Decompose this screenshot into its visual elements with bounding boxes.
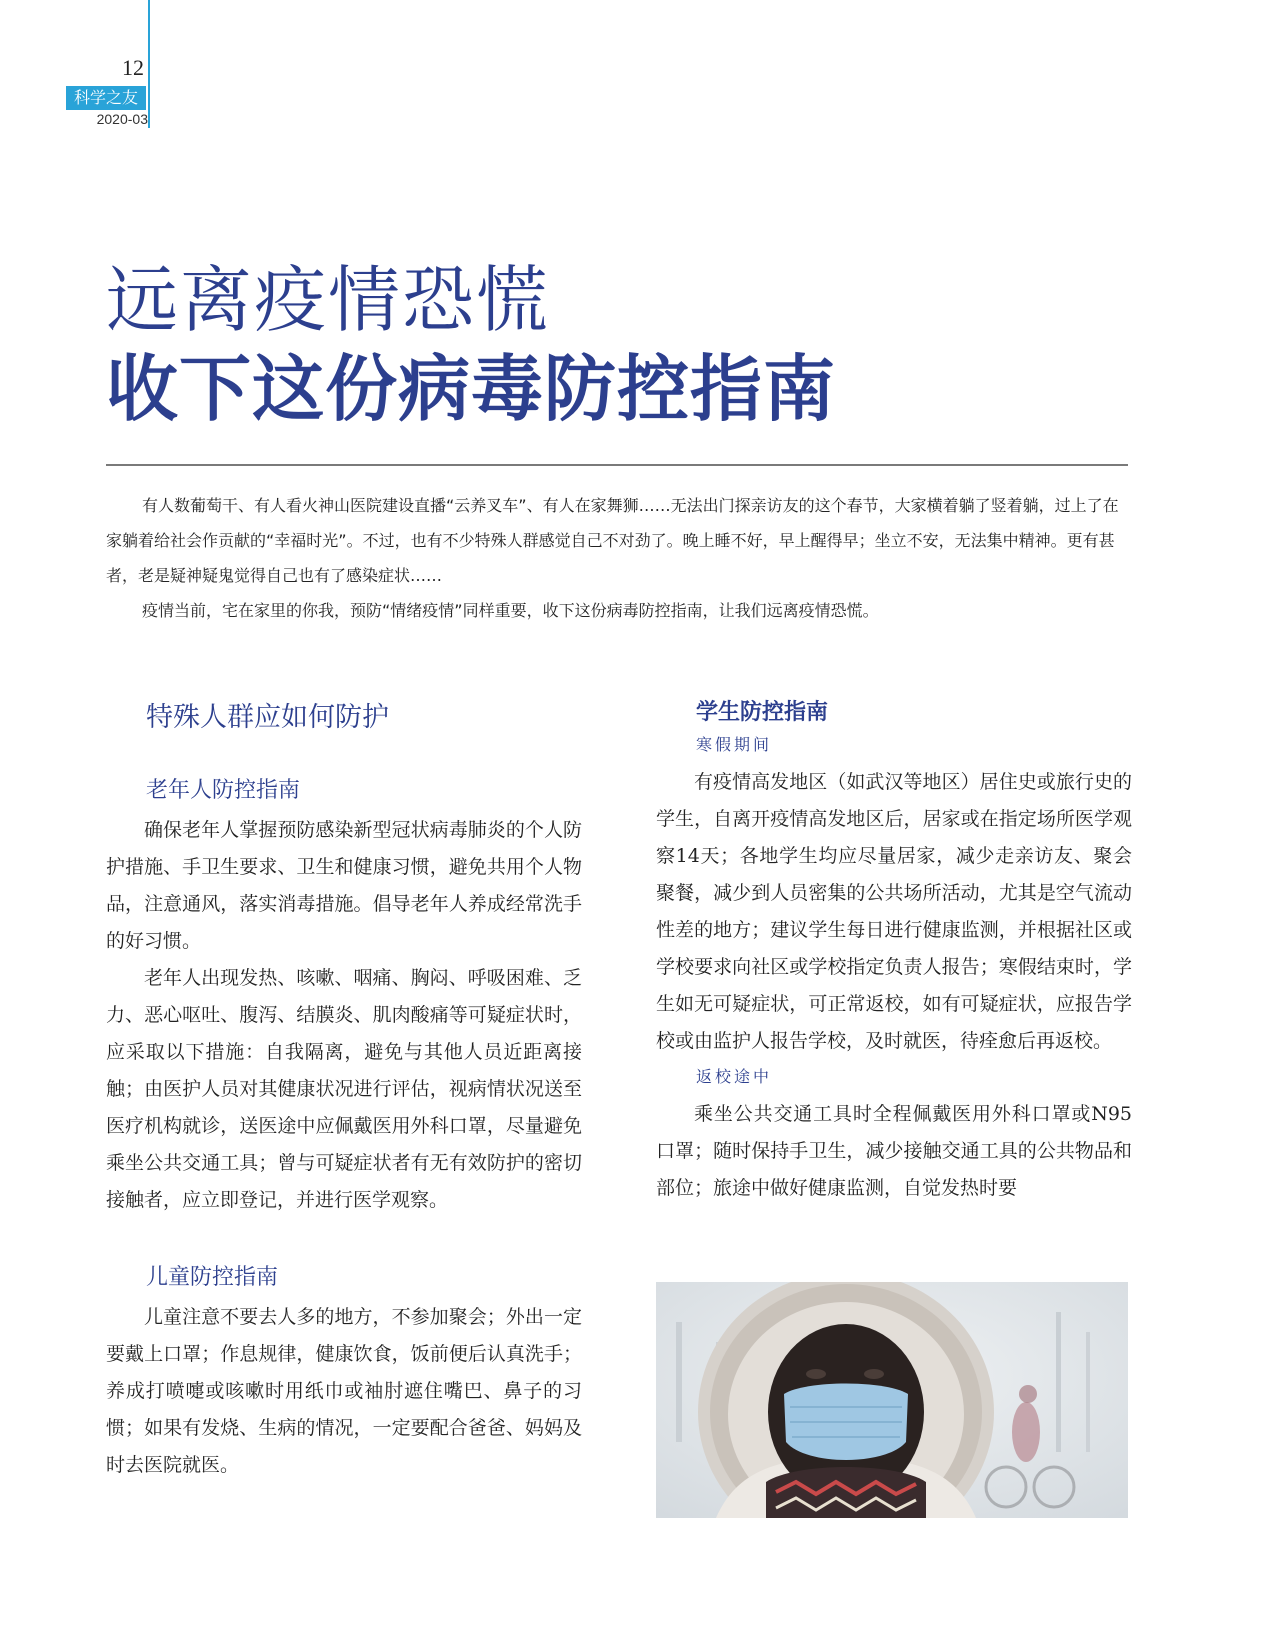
children-heading: 儿童防控指南 [146, 1265, 279, 1290]
masked-person-photo [656, 1282, 1128, 1518]
magazine-label: 科学之友 [66, 86, 146, 110]
intro-paragraph: 疫情当前，宅在家里的你我，预防“情绪疫情”同样重要，收下这份病毒防控指南，让我们远离疫情恐慌。 [142, 601, 879, 620]
section-title: 特殊人群应如何防护 [146, 702, 389, 733]
intro-paragraph: 有人数葡萄干、有人看火神山医院建设直播“云养叉车”、有人在家舞狮……无法出门探亲访友的这个春节，大家横着躺了竖着躺，过上了在家躺着给社会作贡献的“幸福时光”。不过，也有不少特殊人群感觉自己不对劲了。晚上睡不好，早上醒得早；坐立不安，无法集中精神。更有甚者，老是疑神疑鬼觉得自己也有了感染症状…… [106, 496, 1119, 585]
students-heading: 学生防控指南 [696, 700, 829, 725]
issue-date: 2020-03 [96, 111, 148, 127]
title-line-1: 远离疫情恐慌 [106, 258, 551, 342]
title-divider [106, 464, 1128, 466]
winter-break-paragraph: 有疫情高发地区（如武汉等地区）居住史或旅行史的学生，自离开疫情高发地区后，居家或在指定场所医学观察14天；各地学生均应尽量居家，减少走亲访友、聚会聚餐，减少到人员密集的公共场所活动，尤其是空气流动性差的地方；建议学生每日进行健康监测，并根据社区或学校要求向社区或学校指定负责人报告；寒假结束时，学生如无可疑症状，可正常返校，如有可疑症状，应报告学校或由监护人报告学校，及时就医，待痊愈后再返校。 [656, 771, 1132, 1052]
elderly-heading: 老年人防控指南 [146, 778, 301, 803]
intro [106, 488, 1128, 628]
return-trip-label: 返校途中 [696, 1067, 773, 1086]
left-column [106, 700, 582, 1484]
title-line-2: 收下这份病毒防控指南 [106, 347, 837, 431]
winter-break-label: 寒假期间 [696, 735, 773, 754]
return-trip-paragraph: 乘坐公共交通工具时全程佩戴医用外科口罩或N95口罩；随时保持手卫生，减少接触交通工具的公共物品和部位；旅途中做好健康监测，自觉发热时要 [656, 1103, 1132, 1199]
person-in-fur-hood-wearing-face-mask-icon [656, 1282, 1128, 1518]
elderly-paragraph: 老年人出现发热、咳嗽、咽痛、胸闷、呼吸困难、乏力、恶心呕吐、腹泻、结膜炎、肌肉酸痛等可疑症状时，应采取以下措施：自我隔离，避免与其他人员近距离接触；由医护人员对其健康状况进行评估，视病情状况送至医疗机构就诊，送医途中应佩戴医用外科口罩，尽量避免乘坐公共交通工具；曾与可疑症状者有无有效防护的密切接触者，应立即登记，并进行医学观察。 [106, 967, 582, 1211]
elderly-paragraph: 确保老年人掌握预防感染新型冠状病毒肺炎的个人防护措施、手卫生要求、卫生和健康习惯，避免共用个人物品，注意通风，落实消毒措施。倡导老年人养成经常洗手的好习惯。 [106, 819, 582, 952]
page-number: 12 [122, 55, 144, 80]
right-column [656, 698, 1132, 1207]
children-paragraph: 儿童注意不要去人多的地方，不参加聚会；外出一定要戴上口罩；作息规律，健康饮食，饭前便后认真洗手；养成打喷嚏或咳嗽时用纸巾或袖肘遮住嘴巴、鼻子的习惯；如果有发烧、生病的情况，一定要配合爸爸、妈妈及时去医院就医。 [106, 1306, 582, 1476]
header-accent-line [148, 0, 150, 128]
